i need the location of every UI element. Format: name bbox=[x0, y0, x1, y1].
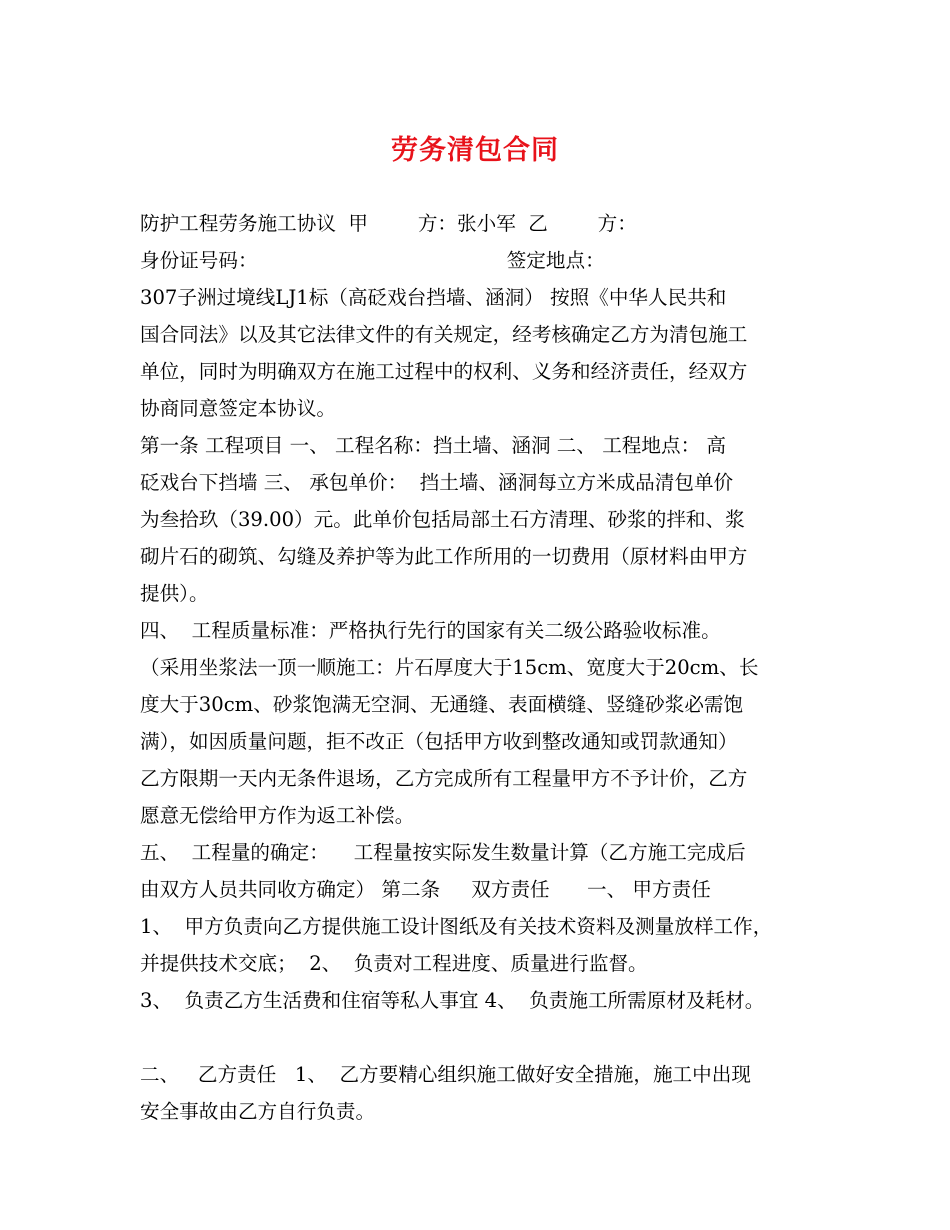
body-line: 安全事故由乙方自行负责。 bbox=[140, 1100, 376, 1123]
body-line: 四、 工程质量标准：严格执行先行的国家有关二级公路验收标准。 bbox=[140, 619, 721, 642]
document-title: 劳务清包合同 bbox=[391, 135, 559, 166]
body-line: 防护工程劳务施工协议 甲 方：张小军 乙 方： bbox=[140, 212, 637, 235]
body-line: 砌片石的砌筑、勾缝及养护等为此工作所用的一切费用（原材料由甲方 bbox=[140, 545, 748, 568]
body-line: 砭戏台下挡墙 三、 承包单价： 挡土墙、涵洞每立方米成品清包单价 bbox=[140, 471, 734, 494]
body-line: 第一条 工程项目 一、 工程名称：挡土墙、涵洞 二、 工程地点： 高 bbox=[140, 434, 726, 457]
body-line: 协商同意签定本协议。 bbox=[140, 397, 336, 420]
body-line: 1、 甲方负责向乙方提供施工设计图纸及有关技术资料及测量放样工作， bbox=[140, 915, 773, 938]
body-line: 为叁拾玖（39.00）元。此单价包括局部土石方清理、砂浆的拌和、浆 bbox=[140, 508, 745, 531]
body-line: 满），如因质量问题，拒不改正（包括甲方收到整改通知或罚款通知） bbox=[140, 730, 738, 753]
body-line: 307子洲过境线LJ1标（高砭戏台挡墙、涵洞） 按照《中华人民共和 bbox=[140, 286, 727, 309]
body-line: 3、 负责乙方生活费和住宿等私人事宜 4、 负责施工所需原材及耗材。 bbox=[140, 989, 765, 1012]
body-line: 度大于30cm、砂浆饱满无空洞、无通缝、表面横缝、竖缝砂浆必需饱 bbox=[140, 693, 744, 716]
blank-line bbox=[140, 1019, 820, 1056]
body-line: （采用坐浆法一顶一顺施工：片石厚度大于15cm、宽度大于20cm、长 bbox=[140, 656, 759, 679]
document-body bbox=[140, 205, 820, 1130]
body-line: 单位，同时为明确双方在施工过程中的权利、义务和经济责任，经双方 bbox=[140, 360, 748, 383]
body-line: 五、 工程量的确定： 工程量按实际发生数量计算（乙方施工完成后 bbox=[140, 841, 746, 864]
body-line: 乙方限期一天内无条件退场，乙方完成所有工程量甲方不予计价，乙方 bbox=[140, 767, 748, 790]
body-line: 国合同法》以及其它法律文件的有关规定，经考核确定乙方为清包施工 bbox=[140, 323, 748, 346]
body-line: 并提供技术交底； 2、 负责对工程进度、质量进行监督。 bbox=[140, 952, 648, 975]
body-line: 愿意无偿给甲方作为返工补偿。 bbox=[140, 804, 415, 827]
body-line: 提供）。 bbox=[140, 582, 209, 605]
body-line: 身份证号码： 签定地点： bbox=[140, 249, 605, 272]
body-line: 二、 乙方责任 1、 乙方要精心组织施工做好安全措施，施工中出现 bbox=[140, 1063, 751, 1086]
body-line: 由双方人员共同收方确定） 第二条 双方责任 一、 甲方责任 bbox=[140, 878, 711, 901]
